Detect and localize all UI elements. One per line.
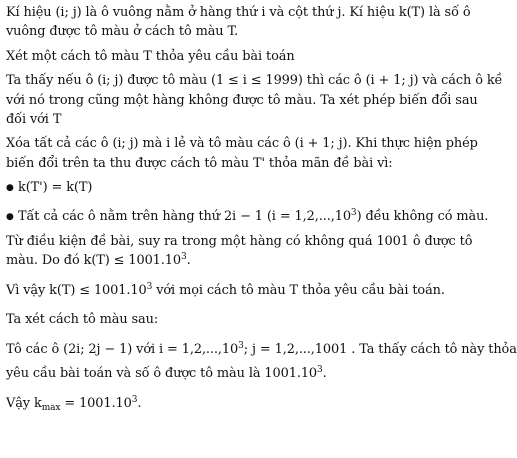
text-line-13-post: với mọi cách tô màu T thỏa yêu cầu bài toán.	[152, 282, 445, 298]
text-line-17-pre: Vậy k	[6, 395, 42, 411]
superscript: 3	[317, 365, 323, 376]
superscript: 3	[146, 281, 153, 292]
text-line-14: Ta xét cách tô màu sau:	[6, 312, 159, 328]
text-line-12-pre: màu. Do đó k(T) ≤ 1001.10	[6, 253, 181, 269]
text-line-3: Xét một cách tô màu T thỏa yêu cầu bài toán	[6, 48, 295, 64]
text-line-6: đối với T	[6, 112, 62, 128]
text-line-16-post: .	[322, 366, 327, 382]
superscript: 3	[350, 207, 357, 218]
text-line-5: với nó trong cũng một hàng không được tô màu. Ta xét phép biến đổi sau	[6, 92, 478, 108]
superscript: 3	[180, 252, 187, 263]
text-line-17	[6, 394, 452, 413]
text-line-12	[6, 251, 452, 270]
text-line-4: Ta thấy nếu ô (i; j) được tô màu (1 ≤ i ≤ 1999) thì các ô (i + 1; j) và cách ô kề	[6, 73, 503, 89]
text-line-11: Từ điều kiện đề bài, suy ra trong một hàng có không quá 1001 ô được tô	[6, 234, 473, 250]
text-line-16-pre: yêu cầu bài toán và số ô được tô màu là 1001.10	[6, 366, 318, 382]
text-line-16	[6, 364, 452, 383]
text-line-15-pre: Tô các ô (2i; 2j − 1) với i = 1,2,...,10	[6, 341, 239, 357]
text-line-2: vuông được tô màu ở cách tô màu T.	[6, 24, 239, 40]
bullet-text-2-post: ) đều không có màu.	[356, 208, 489, 224]
text-line-17-mid: = 1001.10	[60, 395, 132, 411]
text-line-13	[6, 281, 452, 300]
text-line-7: Xóa tất cả các ô (i; j) mà i lẻ và tô màu các ô (i + 1; j). Khi thực hiện phép	[6, 136, 478, 152]
superscript: 3	[238, 340, 244, 351]
text-line-13-pre: Vì vậy k(T) ≤ 1001.10	[6, 282, 147, 298]
text-line-1: Kí hiệu (i; j) là ô vuông nằm ở hàng thứ i và cột thứ j. Kí hiệu k(T) là số ô	[6, 5, 471, 20]
text-line-12-post: .	[186, 253, 191, 269]
superscript: 3	[131, 394, 138, 405]
subscript: max	[41, 402, 61, 413]
bullet-text-2-pre: Tất cả các ô nằm trên hàng thứ 2i − 1 (i = 1,2,...,10	[18, 208, 351, 224]
bullet-icon: ●	[6, 183, 14, 194]
text-line-15	[6, 340, 517, 359]
text-line-15-post: ; j = 1,2,...,1001 . Ta thấy cách tô này thỏa	[243, 341, 517, 357]
text-line-17-post: .	[137, 395, 142, 411]
bullet-text-1: k(T') = k(T)	[18, 180, 93, 196]
text-line-8: biến đổi trên ta thu được cách tô màu T' thỏa mãn đề bài vì:	[6, 155, 393, 171]
bullet-item-1	[6, 178, 452, 198]
bullet-item-2	[6, 207, 489, 227]
bullet-icon: ●	[6, 211, 14, 222]
